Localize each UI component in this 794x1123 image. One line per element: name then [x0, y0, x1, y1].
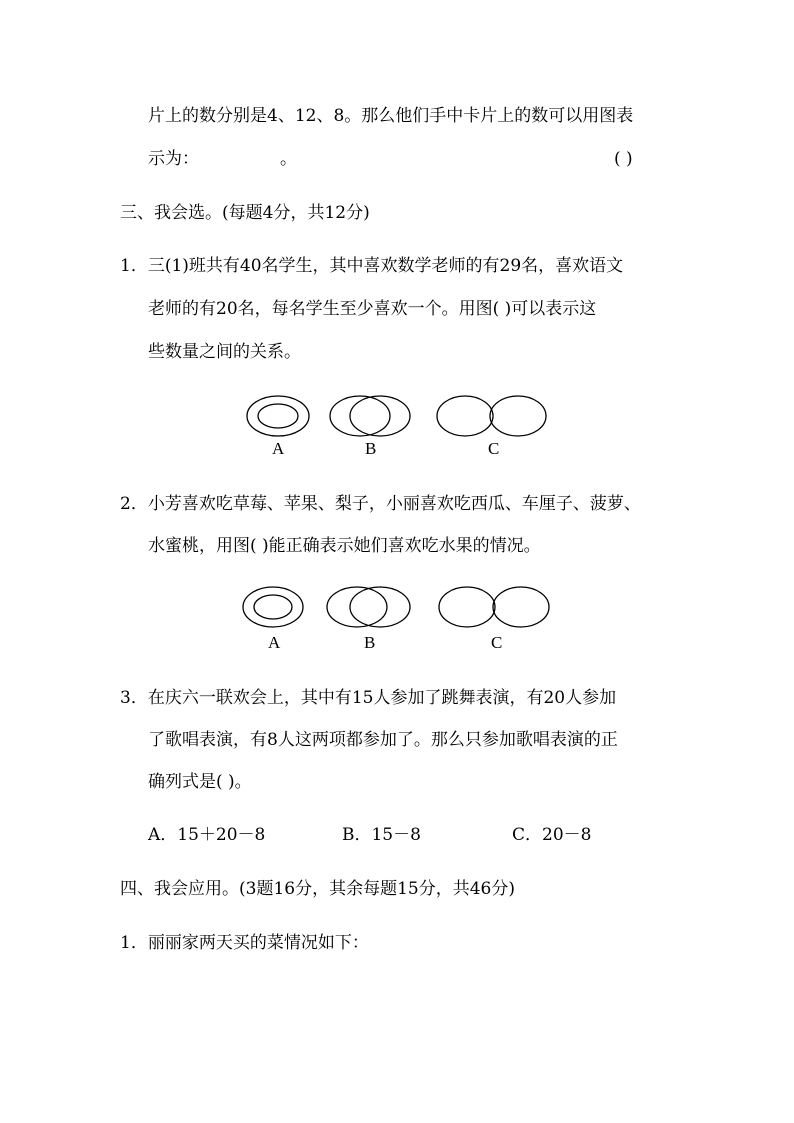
q1-line-3: 些数量之间的关系。	[148, 342, 301, 362]
q3-line-3: 确列式是( )。	[148, 772, 252, 792]
q3-line-2: 了歌唱表演，有8人这两项都参加了。那么只参加歌唱表演的正	[148, 730, 618, 750]
q1-diagram-a-inner	[258, 404, 298, 428]
q1-diagram-c-right	[490, 396, 546, 436]
section-3-heading: 三、我会选。(每题4分，共12分)	[120, 203, 370, 223]
q1-diagram-a-outer	[247, 396, 309, 436]
q2-label-c: C	[491, 633, 503, 652]
intro-line-2: 示为：	[148, 149, 199, 169]
q1-venn-diagrams	[0, 390, 794, 460]
q1-label-a: A	[272, 439, 285, 458]
section-4-q1: 1．丽丽家两天买的菜情况如下：	[120, 933, 369, 953]
q2-diagram-a-inner	[254, 595, 292, 619]
q1-line-2: 老师的有20名，每名学生至少喜欢一个。用图( )可以表示这	[148, 299, 597, 319]
q1-line-1: 1．三(1)班共有40名学生，其中喜欢数学老师的有29名，喜欢语文	[120, 256, 624, 276]
q2-diagram-b-right	[350, 587, 410, 627]
q2-diagram-c-right	[493, 587, 549, 627]
intro-line-1: 片上的数分别是4、12、8。那么他们手中卡片上的数可以用图表	[148, 106, 634, 126]
q3-line-1: 3．在庆六一联欢会上，其中有15人参加了跳舞表演，有20人参加	[120, 688, 617, 708]
q3-option-b[interactable]: B．15－8	[342, 825, 421, 845]
q3-option-a[interactable]: A．15＋20－8	[148, 825, 266, 845]
q1-diagram-b-right	[350, 396, 410, 436]
q2-line-2: 水蜜桃，用图( )能正确表示她们喜欢吃水果的情况。	[148, 536, 541, 556]
q2-diagram-b-left	[327, 587, 387, 627]
intro-mark: 。	[280, 149, 297, 169]
q2-line-1: 2．小芳喜欢吃草莓、苹果、梨子，小丽喜欢吃西瓜、车厘子、菠萝、	[120, 494, 641, 514]
q2-diagram-c-left	[439, 587, 495, 627]
q1-diagram-c-left	[437, 396, 493, 436]
section-4-heading: 四、我会应用。(3题16分，其余每题15分，共46分)	[120, 879, 515, 899]
q2-label-b: B	[364, 633, 376, 652]
q3-option-c[interactable]: C．20－8	[512, 825, 592, 845]
q1-label-c: C	[488, 439, 500, 458]
answer-paren[interactable]: ( )	[614, 149, 633, 169]
q2-label-a: A	[268, 633, 281, 652]
q1-label-b: B	[365, 439, 377, 458]
q1-diagram-b-left	[330, 396, 390, 436]
q2-venn-diagrams	[0, 585, 794, 655]
q2-diagram-a-outer	[243, 587, 303, 627]
